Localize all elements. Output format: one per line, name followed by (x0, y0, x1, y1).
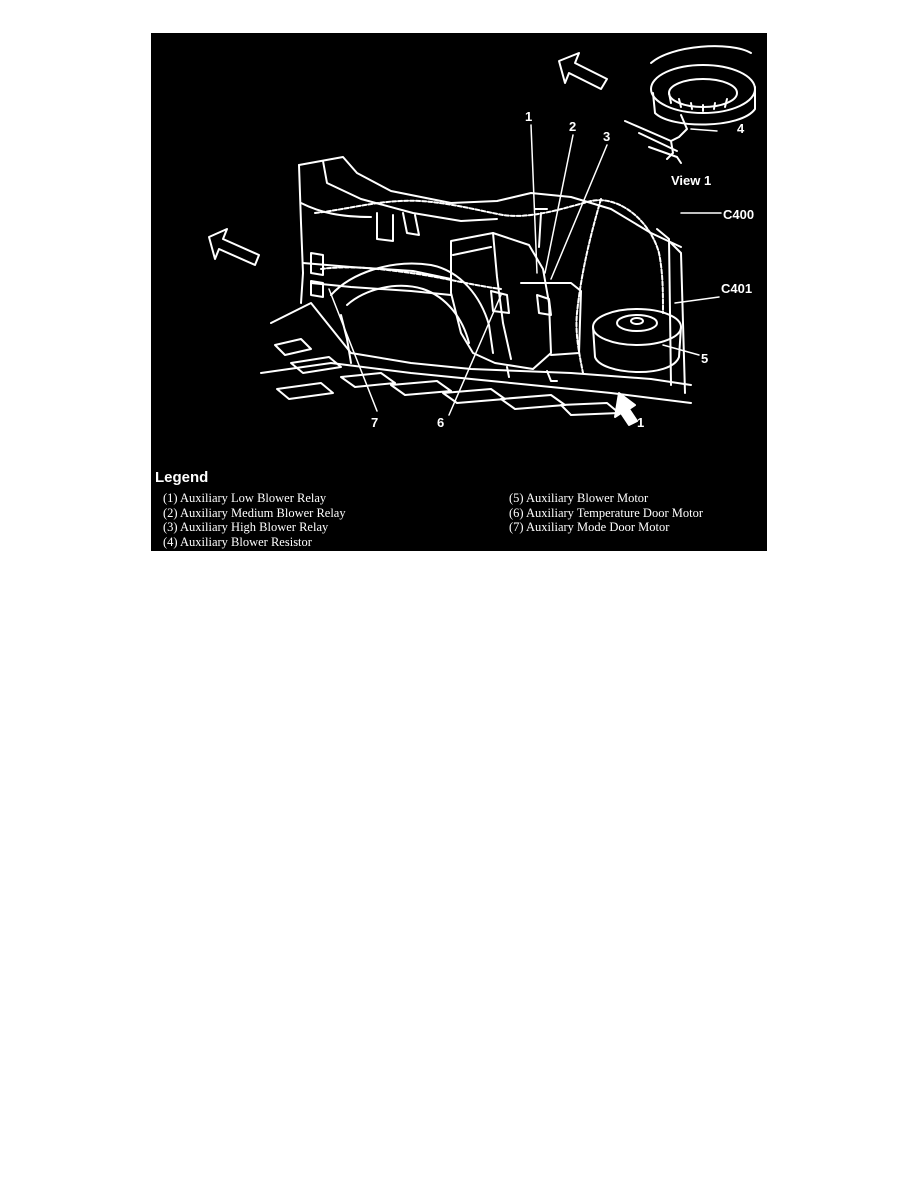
callout-6: 6 (437, 415, 445, 430)
legend-title: Legend (155, 469, 209, 486)
callout-3: 3 (603, 129, 611, 144)
connector-c400-label: C400 (723, 207, 755, 222)
callout-5: 5 (701, 351, 709, 366)
direction-arrow-left (209, 229, 259, 265)
connector-c401-label: C401 (721, 281, 753, 296)
legend-item-6: (6) Auxiliary Temperature Door Motor (509, 505, 703, 520)
callout-7: 7 (371, 415, 379, 430)
legend-left-column (163, 491, 346, 549)
callout-2: 2 (569, 119, 577, 134)
legend-item-4: (4) Auxiliary Blower Resistor (163, 534, 312, 549)
diagram-drawing (151, 33, 767, 551)
view-1-label: View 1 (671, 173, 712, 188)
diagram-figure (151, 33, 767, 551)
callout-1: 1 (525, 109, 533, 124)
direction-arrow-top (559, 53, 607, 89)
view-marker-label: 1 (637, 415, 645, 430)
body-structure (299, 157, 685, 393)
legend-item-1: (1) Auxiliary Low Blower Relay (163, 491, 327, 505)
view-arrow (615, 393, 637, 425)
wiring-harness (315, 199, 663, 373)
blower-motor (593, 309, 681, 372)
inset-view-1 (625, 46, 755, 163)
legend-item-5: (5) Auxiliary Blower Motor (509, 491, 649, 505)
legend-right-column (509, 491, 703, 535)
legend-item-3: (3) Auxiliary High Blower Relay (163, 520, 329, 534)
legend-item-2: (2) Auxiliary Medium Blower Relay (163, 505, 346, 520)
callout-4: 4 (737, 121, 745, 136)
hvac-module (451, 209, 581, 381)
legend-item-7: (7) Auxiliary Mode Door Motor (509, 520, 670, 534)
